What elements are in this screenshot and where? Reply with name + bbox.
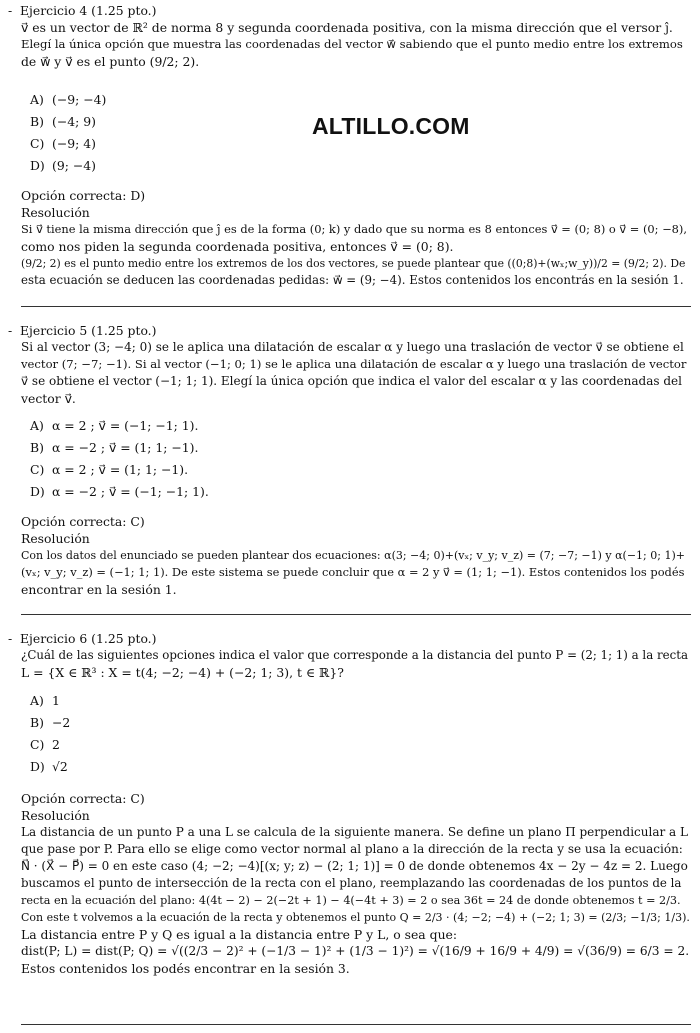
resolution-label: Resolución [21,808,90,823]
exercise-4-answer: Opción correcta: D) Resolución Si v⃗ tiene la misma dirección que ĵ es de la forma (0; k) y dado que su norma es 8 entonces v⃗ = (0; 8) o v⃗ = (0; −8), como nos piden la segunda coordenada positiva, entonces v⃗ = (0; 8). (9/2; 2) es el punto medio entre los extremos de los dos vectores, se puede plantear que ((0;8)+(wₓ;w_y))/2 = (9/2; 2). De esta ecuación se deducen las coordenadas pedidas: w⃗ = (9; −4). Estos contenidos los encontrás en la sesión 1. [21,187,691,289]
resolution-label: Resolución [21,205,90,220]
option-a: A) (−9; −4) [30,92,107,107]
option-c: C) α = 2 ; v⃗ = (1; 1; −1). [30,462,189,477]
exercise-6-options [30,690,70,778]
option-d: D) α = −2 ; v⃗ = (−1; −1; 1). [30,484,209,499]
exercise-5-title: - Ejercicio 5 (1.25 pto.) [8,323,157,338]
correct-option: Opción correcta: C) [21,791,145,806]
option-a: A) α = 2 ; v⃗ = (−1; −1; 1). [30,418,199,433]
exercise-4-title: - Ejercicio 4 (1.25 pto.) [8,3,157,18]
bullet-dash: - [8,323,13,338]
option-d: D) √2 [30,759,68,774]
resolution-label: Resolución [21,531,90,546]
exercise-5-options [30,415,209,503]
option-b: B) (−4; 9) [30,114,96,129]
exercise-5-answer: Opción correcta: C) Resolución Con los datos del enunciado se pueden plantear dos ecuaciones: α(3; −4; 0)+(vₓ; v_y; v_z) = (7; −7; −1) y α(−1; 0; 1)+ (vₓ; v_y; v_z) = (−1; 1; 1). De este sistema se puede concluir que α = 2 y v⃗ = (1; 1; −1). Estos contenidos los podés encontrar en la sesión 1. [21,513,691,598]
bullet-dash: - [8,3,13,18]
exercise-4-statement: v⃗ es un vector de ℝ² de norma 8 y segunda coordenada positiva, con la misma dirección que el versor ĵ. Elegí la única opción que muestra las coordenadas del vector w⃗ sabiendo que el punto medio entre los extremos de w⃗ y v⃗ es el punto (9/2; 2). [21,20,683,69]
exercise-5-statement: Si al vector (3; −4; 0) se le aplica una dilatación de escalar α y luego una traslación de vector v⃗ se obtiene el vector (7; −7; −1). Si al vector (−1; 0; 1) se le aplica una dilatación de escalar α y luego una traslación de vector v⃗ se obtiene el vector (−1; 1; 1). Elegí la única opción que indica el valor del escalar α y las coordenadas del vector v⃗. [21,340,687,406]
exercise-6-statement: ¿Cuál de las siguientes opciones indica el valor que corresponde a la distancia del punto P = (2; 1; 1) a la recta L = {X ∈ ℝ³ : X = t(4; −2; −4) + (−2; 1; 3), t ∈ ℝ}? [21,648,688,680]
exercise-6-title: - Ejercicio 6 (1.25 pto.) [8,631,157,646]
correct-option: Opción correcta: D) [21,188,146,203]
exercise-4-options [30,89,106,177]
option-c: C) 2 [30,737,60,752]
option-d: D) (9; −4) [30,158,96,173]
correct-option: Opción correcta: C) [21,514,145,529]
option-c: C) (−9; 4) [30,136,96,151]
divider [21,1024,691,1025]
watermark: ALTILLO.COM [312,113,470,139]
option-a: A) 1 [30,693,60,708]
bullet-dash: - [8,631,13,646]
exercise-6-answer: Opción correcta: C) Resolución La distancia de un punto P a una L se calcula de la siguiente manera. Se define un plano Π perpendicular a L que pase por P. Para ello se elige como vector normal al plano a la dirección de la recta y se usa la ecuación: N⃗ · (X⃗ − P⃗) = 0 en este caso (4; −2; −4)[(x; y; z) − (2; 1; 1)] = 0 de donde obtenemos 4x − 2y − 4z = 2. Luego buscamos el punto de intersección de la recta con el plano, reemplazando las coordenadas de los puntos de la recta en la ecuación del plano: 4(4t − 2) − 2(−2t + 1) − 4(−4t + 3) = 2 o sea 36t = 24 de donde obtenemos t = 2/3. Con este t volvemos a la ecuación de la recta y obtenemos el punto Q = 2/3 · (4; −2; −4) + (−2; 1; 3) = (2/3; −1/3; 1/3). La distancia entre P y Q es igual a la distancia entre P y L, o sea que: dist(P; L) = dist(P; Q) = √((2/3 − 2)² + (−1/3 − 1)² + (1/3 − 1)²) = √(16/9 + 16/9 + 4/9) = √(36/9) = 6/3 = 2. Estos contenidos los podés encontrar en la sesión 3. [21,791,690,976]
option-b: B) −2 [30,715,71,730]
divider [21,306,691,307]
option-b: B) α = −2 ; v⃗ = (1; 1; −1). [30,440,199,455]
divider [21,614,691,615]
